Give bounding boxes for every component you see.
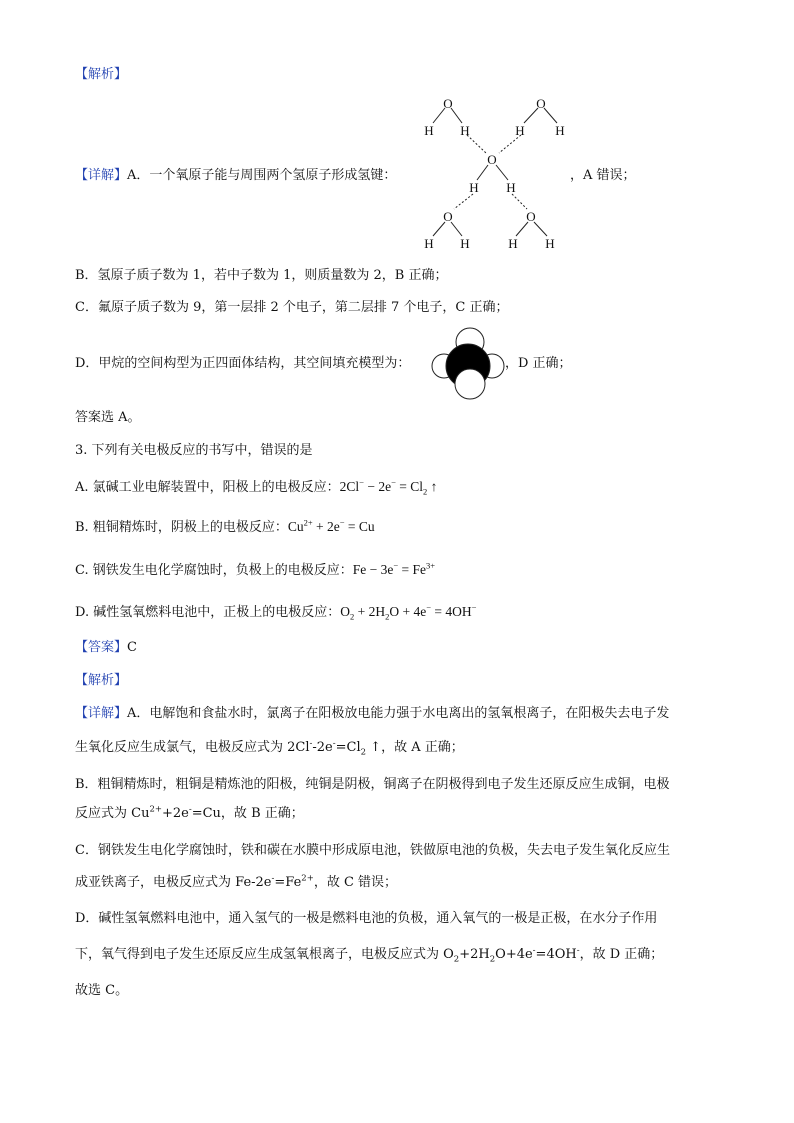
atom-h: H bbox=[545, 236, 555, 251]
atom-o: O bbox=[443, 96, 453, 111]
option-c bbox=[75, 561, 435, 580]
option-a bbox=[75, 478, 437, 497]
option-c-equation: $Fe - 3e^- = Fe^{3+}$ bbox=[352, 560, 436, 577]
option-a-text: A. 氯碱工业电解装置中，阳极上的电极反应： bbox=[75, 480, 340, 495]
atom-h: H bbox=[424, 236, 434, 251]
option-c-text: C. 钢铁发生电化学腐蚀时，负极上的电极反应： bbox=[75, 563, 353, 578]
item-d-text: D．甲烷的空间构型为正四面体结构，其空间填充模型为： bbox=[75, 356, 411, 371]
atom-h: H bbox=[508, 236, 518, 251]
detail-label: 【详解】 bbox=[75, 168, 128, 183]
solution-a-line2: 生氧化反应生成氯气，电极反应式为 $2Cl^--2e^-=Cl_2$ ↑，故 A 正确； bbox=[75, 738, 464, 758]
solution-b-line1: B．粗铜精炼时，粗铜是精炼池的阳极，纯铜是阴极，铜离子在阴极得到电子发生还原反应生成铜，电极 bbox=[75, 777, 670, 792]
solution-d-line1: D．碱性氢氧燃料电池中，通入氢气的一极是燃料电池的负极，通入氧气的一极是正极，在水分子作用 bbox=[75, 911, 658, 926]
atom-o: O bbox=[536, 96, 546, 111]
atom-h: H bbox=[460, 236, 470, 251]
detail-a-line bbox=[75, 167, 396, 185]
analysis-label: 【解析】 bbox=[75, 67, 128, 82]
option-d-equation: $O_2 + 2H_2O + 4e^- = 4OH^-$ bbox=[340, 602, 477, 622]
solution-d-line2: 下，氧气得到电子发生还原反应生成氢氧根离子，电极反应式为 $O_2+2H_2O+4e^-=4OH^-$，故 D 正确； bbox=[75, 945, 664, 965]
atom-o: O bbox=[487, 152, 497, 167]
answer-a: 答案选 A。 bbox=[75, 410, 141, 425]
atom-h: H bbox=[469, 180, 479, 195]
atom-h: H bbox=[424, 123, 434, 138]
solution-c-line2: 成亚铁离子，电极反应式为 $Fe-2e^-=Fe^{2+}$，故 C 错误； bbox=[75, 873, 398, 890]
atom-o: O bbox=[443, 209, 453, 224]
solution-a-line1 bbox=[75, 705, 669, 723]
option-b-equation: $Cu^{2+} + 2e^- = Cu$ bbox=[287, 517, 375, 534]
answer-line bbox=[75, 639, 137, 657]
hydrogen-bond-diagram bbox=[412, 92, 592, 262]
methane-space-filling-model bbox=[430, 326, 506, 400]
conclusion: 故选 C。 bbox=[75, 983, 129, 998]
atom-h: H bbox=[506, 180, 516, 195]
analysis-label-2: 【解析】 bbox=[75, 673, 128, 688]
option-b bbox=[75, 518, 375, 537]
atom-h: H bbox=[515, 123, 525, 138]
solution-c-line1: C．钢铁发生电化学腐蚀时，铁和碳在水膜中形成原电池，铁做原电池的负极，失去电子发生氧化反应生 bbox=[75, 843, 670, 858]
question-3-stem: 3. 下列有关电极反应的书写中，错误的是 bbox=[75, 443, 313, 458]
item-b: B．氢原子质子数为 1，若中子数为 1，则质量数为 2，B 正确； bbox=[75, 268, 448, 283]
item-a-text: A．一个氧原子能与周围两个氢原子形成氢键： bbox=[127, 168, 397, 183]
answer-value: C bbox=[127, 640, 137, 655]
atom-o: O bbox=[526, 209, 536, 224]
detail-label-2: 【详解】 bbox=[75, 706, 128, 721]
item-a-suffix: ，A 错误； bbox=[570, 168, 636, 183]
solution-b-line2: 反应式为 $Cu^{2+}+2e^-=Cu$，故 B 正确； bbox=[75, 804, 304, 821]
item-c: C．氟原子质子数为 9，第一层排 2 个电子，第二层排 7 个电子，C 正确； bbox=[75, 300, 509, 315]
answer-label: 【答案】 bbox=[75, 640, 128, 655]
option-d-text: D. 碱性氢氧燃料电池中，正极上的电极反应： bbox=[75, 605, 341, 620]
atom-h: H bbox=[555, 123, 565, 138]
option-d bbox=[75, 603, 476, 622]
atom-h: H bbox=[460, 123, 470, 138]
option-b-text: B. 粗铜精炼时，阴极上的电极反应： bbox=[75, 520, 288, 535]
item-d-suffix: ，D 正确； bbox=[505, 356, 572, 371]
option-a-equation: $2Cl^- - 2e^- = Cl_2$ ↑ bbox=[339, 477, 438, 497]
solution-a-text: A．电解饱和食盐水时，氯离子在阳极放电能力强于水电离出的氢氧根离子，在阳极失去电子发 bbox=[127, 706, 670, 721]
